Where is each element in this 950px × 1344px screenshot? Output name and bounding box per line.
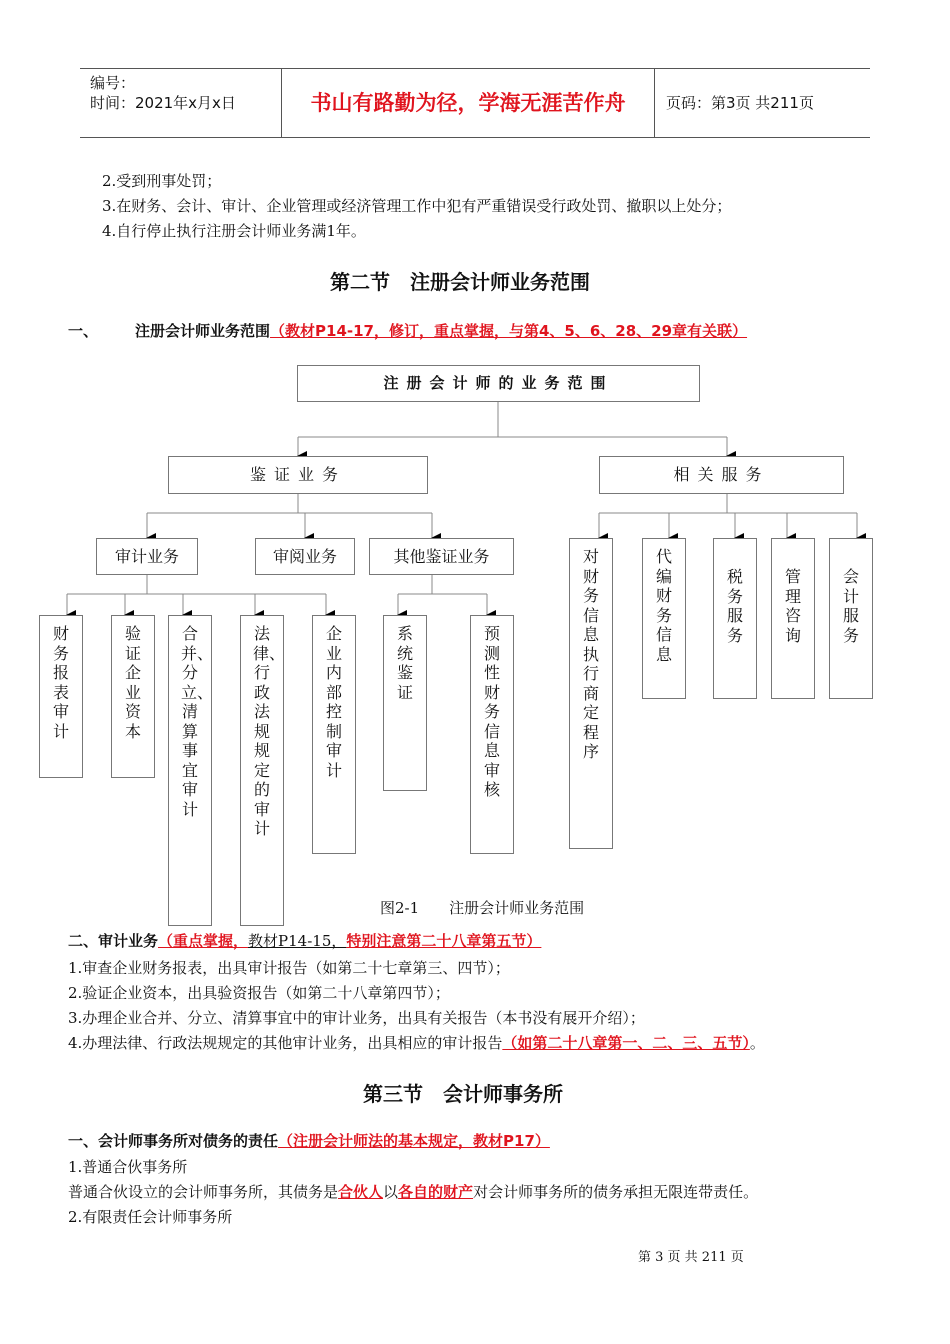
branch-assurance: 鉴证业务 — [168, 456, 428, 494]
leaf-fs-audit: 财务报表审计 — [39, 615, 83, 778]
section3-p2: 普通合伙设立的会计师事务所，其债务是合伙人以各自的财产对会计师事务所的债务承担无限连带责任。 — [68, 1183, 759, 1201]
sub1-title: 注册会计师业务范围 — [135, 322, 271, 340]
mid-other-assurance: 其他鉴证业务 — [369, 538, 514, 575]
sub1-note: （教材P14-17，修订，重点掌握，与第4、5、6、28、29章有关联） — [270, 322, 748, 340]
date-label: 时间：2021年x月x日 — [90, 94, 236, 112]
section3-sub1-heading — [68, 1130, 550, 1151]
section2-title: 第二节 注册会计师业务范围 — [330, 270, 590, 294]
section3-sub1-title: 一、会计师事务所对债务的责任 — [68, 1132, 279, 1150]
leaf-system-assurance: 系统鉴证 — [383, 615, 427, 791]
leaf-agreed-upon-procedures: 对财务信息执行商定程序 — [569, 538, 613, 849]
leaf-internal-control-audit: 企业内部控制审计 — [312, 615, 356, 854]
diagram-root: 注册会计师的业务范围 — [297, 365, 700, 402]
audit-note-2: 教材P14-15， — [248, 932, 347, 950]
mid-audit: 审计业务 — [96, 538, 198, 575]
audit-heading — [68, 930, 541, 951]
section3-sub1-note: （注册会计师法的基本规定，教材P17） — [278, 1132, 550, 1150]
audit-item-4-end: 。 — [749, 1034, 765, 1052]
leaf-management-consulting: 管理咨询 — [771, 538, 815, 699]
leaf-accounting-services: 会计服务 — [829, 538, 873, 699]
header-motto: 书山有路勤为径，学海无涯苦作舟 — [282, 69, 655, 137]
leaf-merger-audit: 合并、分立、清算事宜审计 — [168, 615, 212, 926]
audit-item-4-note: （如第二十八章第一、二、三、五节） — [502, 1034, 750, 1052]
intro-item-3: 3.在财务、会计、审计、企业管理或经济管理工作中犯有严重错误受行政处罚、撤职以上处分； — [102, 197, 732, 215]
audit-item-1: 1.审查企业财务报表，出具审计报告（如第二十七章第三、四节）； — [68, 959, 510, 977]
mid-review: 审阅业务 — [255, 538, 355, 575]
leaf-capital-verification: 验证企业资本 — [111, 615, 155, 778]
sub1-number: 一、 — [68, 322, 99, 340]
audit-item-4 — [68, 1031, 765, 1055]
audit-note-3: 特别注意第二十八章第五节） — [346, 932, 542, 950]
intro-item-2: 2.受到刑事处罚； — [102, 172, 222, 190]
term-own-property: 各自的财产 — [398, 1183, 474, 1201]
intro-item-4: 4.自行停止执行注册会计师业务满1年。 — [102, 222, 366, 240]
section3-title: 第三节 会计师事务所 — [363, 1082, 563, 1106]
section3-p3: 2.有限责任会计师事务所 — [68, 1208, 233, 1226]
leaf-tax-services: 税务服务 — [713, 538, 757, 699]
audit-note-1: （重点掌握， — [158, 932, 249, 950]
branch-related-services: 相关服务 — [599, 456, 844, 494]
audit-item-2: 2.验证企业资本，出具验资报告（如第二十八章第四节）； — [68, 984, 450, 1002]
serial-label: 编号： — [90, 74, 136, 92]
header-page-code: 页码：第3页 共211页 — [666, 94, 814, 112]
audit-item-4-main: 4.办理法律、行政法规规定的其他审计业务，出具相应的审计报告 — [68, 1034, 503, 1052]
term-partners: 合伙人 — [338, 1183, 384, 1201]
audit-title: 二、审计业务 — [68, 932, 159, 950]
leaf-compilation: 代编财务信息 — [642, 538, 686, 699]
diagram-caption: 图2-1 注册会计师业务范围 — [380, 899, 585, 917]
audit-item-3: 3.办理企业合并、分立、清算事宜中的审计业务，出具有关报告（本书没有展开介绍）； — [68, 1009, 645, 1027]
leaf-prospective-review: 预测性财务信息审核 — [470, 615, 514, 854]
leaf-statutory-audit: 法律、行政法规规定的审计 — [240, 615, 284, 926]
footer-page-number: 第 3 页 共 211 页 — [638, 1250, 744, 1265]
section3-p1: 1.普通合伙事务所 — [68, 1158, 188, 1176]
